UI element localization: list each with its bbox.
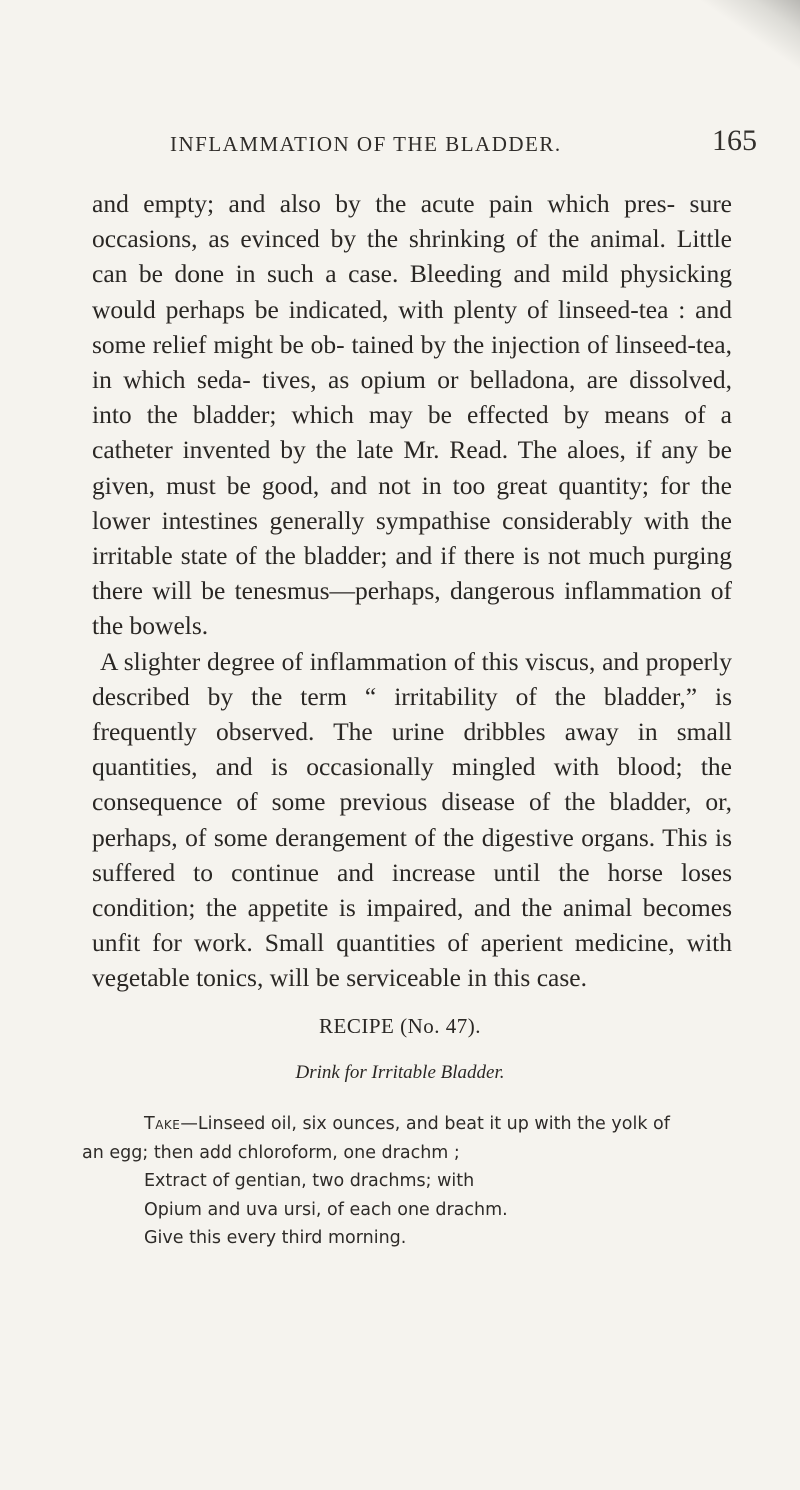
recipe-line-2: an egg; then add chloroform, one drachm ;	[82, 1142, 460, 1163]
body-text	[92, 186, 732, 996]
recipe-body	[82, 1110, 732, 1253]
recipe-line-1-text: —Linseed oil, six ounces, and beat it up with the yolk of	[180, 1114, 670, 1134]
recipe-line-3: Extract of gentian, two drachms; with	[144, 1171, 475, 1191]
recipe-line-1	[82, 1110, 732, 1139]
recipe-take-word: Take	[144, 1114, 181, 1134]
page-header	[0, 124, 800, 164]
paragraph-2: A slighter degree of inflammation of this viscus, and properly described by the term “ irritability of the bladder,” is frequently observed. The urine dribbles away in small quantities, and is occasionally mingled with blood; the consequence of some previous disease of the bladder, or, perhaps, of some derangement of the digestive organs. This is suffered to continue and increase until the horse loses condition; the appetite is impaired, and the animal becomes unfit for work. Small quantities of aperient medicine, with vegetable tonics, will be serviceable in this case.	[92, 646, 732, 993]
recipe-subtitle: Drink for Irritable Bladder.	[295, 1062, 505, 1083]
recipe-line-5: Give this every third morning.	[144, 1228, 407, 1248]
recipe-heading: RECIPE (No. 47).	[319, 1014, 481, 1038]
running-head: INFLAMMATION OF THE BLADDER.	[170, 132, 562, 156]
recipe-line-4: Opium and uva ursi, of each one drachm.	[144, 1199, 508, 1220]
page-number: 165	[712, 124, 757, 157]
page-corner-shadow	[690, 0, 800, 70]
paragraph-1: and empty; and also by the acute pain which pres- sure occasions, as evinced by the shrinking of the animal. Little can be done in such a case. Bleeding and mild physicking would perhaps be indicated, with plenty of linseed-tea : and some relief might be ob- tained by the injection of linseed-tea, in which seda- tives, as opium or belladona, are dissolved, into the bladder; which may be effected by means of a catheter invented by the late Mr. Read. The aloes, if any be given, must be good, and not in too great quantity; for the lower intestines generally sympathise considerably with the irritable state of the bladder; and if there is not much purging there will be tenesmus—perhaps, dangerous inflammation of the bowels.	[92, 189, 732, 641]
